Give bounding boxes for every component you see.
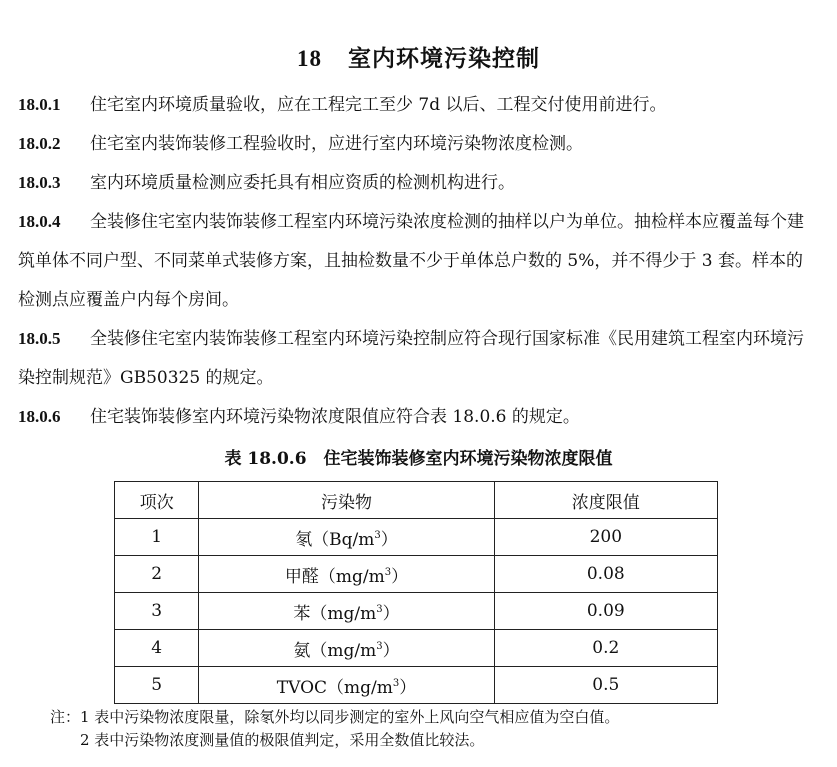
cell-item-no: 1 [115,519,199,556]
cell-item-no: 2 [115,556,199,593]
pollutant-limit-table [114,481,718,704]
clause-number: 18.0.6 [18,407,61,426]
cell-pollutant: 苯$(mg/m^3)$ [199,593,494,630]
page-title [0,40,837,73]
cell-limit: 0.08 [494,556,717,593]
table-row [115,519,718,556]
clause-18-0-5 [18,319,818,398]
clause-number: 18.0.5 [18,329,61,348]
clause-text: 室内环境质量检测应委托具有相应资质的检测机构进行。 [90,173,515,193]
clause-number: 18.0.2 [18,134,61,153]
clause-number: 18.0.1 [18,95,61,114]
header-limit: 浓度限值 [494,482,717,519]
clause-18-0-2 [18,124,818,164]
cell-pollutant: 氨$(mg/m^3)$ [199,630,494,667]
clause-18-0-6 [18,397,818,437]
table-row [115,667,718,704]
cell-limit: 0.09 [494,593,717,630]
note-2: 2 表中污染物浓度测量值的极限值判定，采用全数值比较法。 [80,731,485,749]
note-1: 注：1 表中污染物浓度限量，除氡外均以同步测定的室外上风向空气相应值为空白值。 [50,708,620,726]
clause-18-0-1 [18,85,818,125]
cell-item-no: 5 [115,667,199,704]
clause-text: 住宅装饰装修室内环境污染物浓度限值应符合表 18.0.6 的规定。 [90,407,580,427]
clause-text: 全装修住宅室内装饰装修工程室内环境污染控制应符合现行国家标准《民用建筑工程室内环境污染控制规范》GB50325 的规定。 [18,329,804,388]
table-row [115,593,718,630]
clause-18-0-4 [18,202,818,320]
chapter-number: 18 [297,46,322,71]
cell-limit: 0.5 [494,667,717,704]
cell-item-no: 4 [115,630,199,667]
clause-text: 住宅室内环境质量验收，应在工程完工至少 7d 以后、工程交付使用前进行。 [90,95,667,115]
table-notes [50,706,619,752]
clause-18-0-3 [18,163,818,203]
table-header-row [115,482,718,519]
header-item-no: 项次 [115,482,199,519]
table-row [115,556,718,593]
table-caption: 表 18.0.6 住宅装饰装修室内环境污染物浓度限值 [224,449,613,469]
cell-pollutant: $TVOC(mg/m^3)$ [199,667,494,704]
chapter-title: 室内环境污染控制 [348,45,540,72]
clause-text: 全装修住宅室内装饰装修工程室内环境污染浓度检测的抽样以户为单位。抽检样本应覆盖每个建筑单体不同户型、不同菜单式装修方案，且抽检数量不少于单体总户数的 5%，并不得少于 3 套。样本的检测点应覆盖户内每个房间。 [18,212,804,310]
header-pollutant: 污染物 [199,482,494,519]
cell-limit: 200 [494,519,717,556]
clause-number: 18.0.3 [18,173,61,192]
cell-limit: 0.2 [494,630,717,667]
clause-text: 住宅室内装饰装修工程验收时，应进行室内环境污染物浓度检测。 [90,134,583,154]
cell-pollutant: 氡$(Bq/m^3)$ [199,519,494,556]
table-row [115,630,718,667]
clause-number: 18.0.4 [18,212,61,231]
cell-pollutant: 甲醛$(mg/m^3)$ [199,556,494,593]
cell-item-no: 3 [115,593,199,630]
